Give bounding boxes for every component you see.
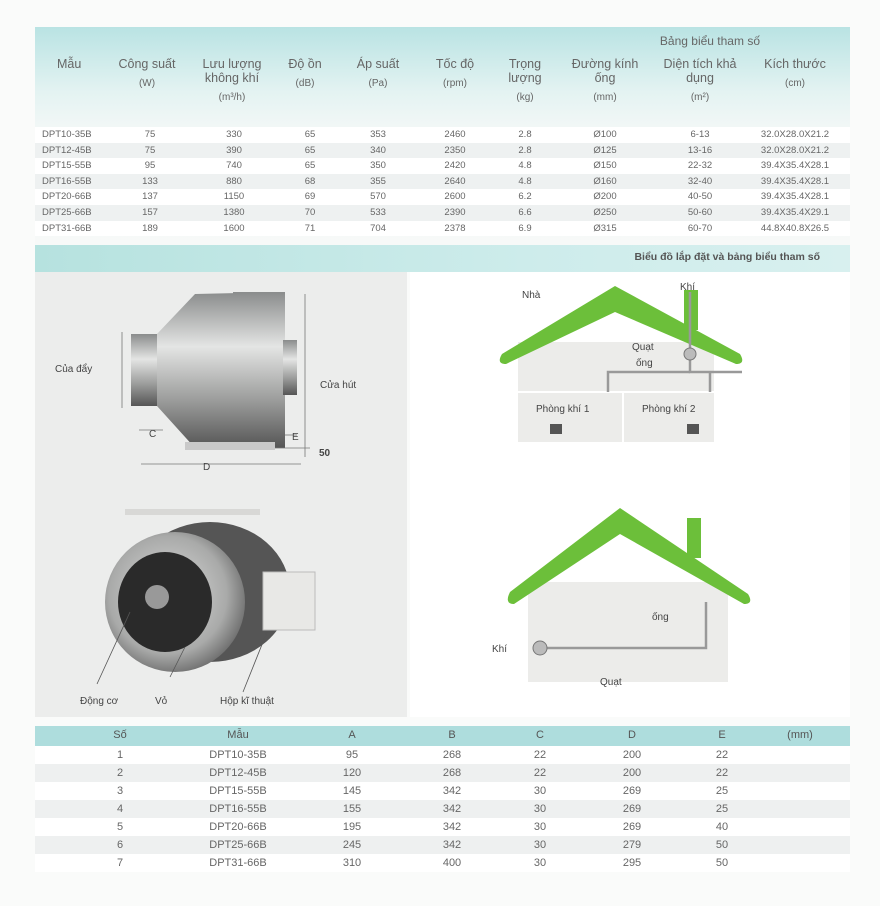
table-cell: 22: [715, 749, 729, 761]
dim-header: (mm): [787, 729, 813, 741]
spec-header-label: Trọng lượng: [508, 57, 542, 85]
table-cell: 533: [370, 206, 386, 218]
house-label: Nhà: [522, 290, 541, 301]
dim-header: A: [348, 729, 356, 741]
dim-header: D: [628, 729, 636, 741]
table-cell: 65: [304, 144, 316, 156]
table-cell: 30: [533, 821, 547, 833]
spec-table-body: [35, 127, 850, 236]
table-cell: 75: [144, 144, 156, 156]
table-cell: 342: [442, 839, 462, 851]
table-cell: 390: [226, 144, 242, 156]
section-title: Biểu đồ lắp đặt và bảng biểu tham số: [634, 251, 820, 263]
box-label: Hộp kĩ thuật: [220, 696, 274, 707]
dimension-table-body: [35, 746, 850, 872]
spec-header: [343, 57, 413, 91]
dim-header: B: [448, 729, 456, 741]
spec-header-label: Kích thước: [764, 57, 826, 71]
spec-header: [425, 57, 485, 91]
table-cell: 189: [142, 222, 158, 234]
table-cell: 40: [715, 821, 729, 833]
table-cell: 295: [622, 857, 642, 869]
table-cell: 50-60: [687, 206, 713, 218]
table-cell: DPT25-66B: [42, 206, 92, 218]
house2-duct-label: ống: [652, 612, 669, 623]
table-cell: 2.8: [518, 129, 532, 140]
dim-50-label: 50: [319, 448, 331, 459]
table-cell: 2.8: [518, 144, 532, 156]
fan-diagram-panel: [35, 272, 407, 717]
table-cell: 133: [142, 175, 158, 187]
table-cell: 69: [304, 191, 316, 203]
table-cell: 25: [715, 785, 729, 797]
table-cell: 137: [142, 191, 158, 203]
table-row: [35, 143, 850, 159]
table-cell: 75: [144, 129, 156, 140]
table-cell: 245: [342, 839, 362, 851]
table-cell: 65: [304, 129, 316, 140]
room1-label: Phòng khí 1: [536, 404, 590, 415]
dim-d-label: D: [203, 462, 211, 473]
spec-header: [750, 57, 840, 91]
table-cell: 2: [116, 767, 124, 779]
table-cell: 340: [370, 144, 386, 156]
spec-header-unit: (W): [138, 78, 156, 89]
table-cell: 342: [442, 821, 462, 833]
table-cell: 200: [622, 767, 642, 779]
table-cell: 195: [342, 821, 362, 833]
table-row: [35, 836, 850, 854]
table-cell: 2600: [444, 191, 466, 203]
dim-header: Số: [113, 729, 127, 741]
table-row: [35, 174, 850, 190]
table-row: [35, 221, 850, 237]
spec-header-label: Độ ồn: [288, 57, 322, 71]
table-cell: DPT31-66B: [42, 222, 92, 234]
table-cell: 2390: [444, 206, 466, 218]
table-cell: DPT10-35B: [209, 749, 267, 761]
table-cell: 355: [370, 175, 386, 187]
table-cell: 95: [144, 160, 156, 172]
table-cell: 39.4X35.4X28.1: [760, 160, 830, 172]
table-row: [35, 800, 850, 818]
table-cell: 22: [533, 749, 547, 761]
table-cell: Ø250: [593, 206, 617, 218]
table-cell: 157: [142, 206, 158, 218]
table-cell: 269: [622, 821, 642, 833]
table-cell: 30: [533, 803, 547, 815]
table-cell: 40-50: [687, 191, 713, 203]
table-cell: 3: [116, 785, 124, 797]
table-cell: 1: [116, 749, 124, 761]
table-cell: DPT10-35B: [42, 129, 92, 140]
table-cell: 200: [622, 749, 642, 761]
table-cell: 30: [533, 857, 547, 869]
spec-header-unit: (mm): [593, 92, 617, 103]
table-cell: 4.8: [518, 175, 532, 187]
table-cell: 2460: [444, 129, 466, 140]
table-cell: 25: [715, 803, 729, 815]
spec-header-label: Tốc độ: [435, 57, 475, 71]
table-cell: Ø125: [593, 144, 617, 156]
dim-e-label: E: [292, 432, 299, 443]
house-illustrations: [410, 272, 850, 717]
table-row: [35, 854, 850, 872]
spec-header-label: Lưu lượng không khí: [202, 57, 262, 85]
spec-table: [35, 27, 850, 245]
table-cell: 279: [622, 839, 642, 851]
table-cell: Ø150: [593, 160, 617, 172]
table-cell: Ø160: [593, 175, 617, 187]
table-cell: DPT16-55B: [209, 803, 267, 815]
inlet-label: Cửa hút: [320, 380, 357, 391]
table-row: [35, 746, 850, 764]
spec-header: [560, 57, 650, 105]
spec-header-label: Mẫu: [57, 57, 82, 71]
table-cell: 44.8X40.8X26.5: [760, 222, 830, 234]
dimension-table: [35, 726, 850, 872]
spec-header: [57, 57, 97, 77]
section-band: [35, 245, 850, 272]
table-cell: 1150: [223, 191, 245, 203]
table-cell: 70: [304, 206, 316, 218]
house1-duct-label: ống: [636, 358, 653, 369]
table-row: [35, 189, 850, 205]
table-cell: 2378: [444, 222, 466, 234]
table-cell: 155: [342, 803, 362, 815]
spec-header-unit: (kg): [516, 92, 534, 103]
table-row: [35, 158, 850, 174]
table-row: [35, 205, 850, 221]
spec-header-label: Công suất: [118, 57, 176, 71]
spec-header-unit: (cm): [785, 78, 805, 89]
spec-header-unit: (m³/h): [218, 92, 246, 103]
spec-header-unit: (rpm): [443, 78, 467, 89]
table-cell: 570: [370, 191, 386, 203]
shell-label: Vỏ: [155, 696, 168, 707]
table-row: [35, 818, 850, 836]
table-cell: 2350: [444, 144, 466, 156]
table-cell: 145: [342, 785, 362, 797]
table-cell: 68: [304, 175, 316, 187]
table-cell: 6.9: [518, 222, 532, 234]
table-cell: 32-40: [687, 175, 713, 187]
house1-fan-label: Quạt: [632, 342, 654, 353]
table-cell: 39.4X35.4X28.1: [760, 191, 830, 203]
table-cell: 32.0X28.0X21.2: [760, 144, 830, 156]
table-cell: 4.8: [518, 160, 532, 172]
outlet-label: Của đẩy: [55, 364, 93, 375]
table-cell: DPT15-55B: [42, 160, 92, 172]
dim-header: C: [536, 729, 544, 741]
table-cell: 71: [304, 222, 316, 234]
table-cell: Ø200: [593, 191, 617, 203]
table-cell: 330: [226, 129, 242, 140]
table-cell: 6.2: [518, 191, 532, 203]
table-cell: DPT12-45B: [42, 144, 92, 156]
house1-air-label: Khí: [680, 282, 696, 293]
table-cell: 310: [342, 857, 362, 869]
table-cell: 880: [226, 175, 242, 187]
table-cell: 2640: [444, 175, 466, 187]
spec-header: [112, 57, 182, 91]
table-cell: 268: [442, 767, 462, 779]
table-cell: 50: [715, 839, 729, 851]
table-cell: 6-13: [690, 129, 710, 140]
table-cell: 65: [304, 160, 316, 172]
table-cell: 22-32: [687, 160, 713, 172]
table-row: [35, 127, 850, 143]
table-cell: DPT16-55B: [42, 175, 92, 187]
dim-c-label: C: [149, 429, 157, 440]
house2-fan-label: Quạt: [600, 677, 622, 688]
table-cell: 342: [442, 803, 462, 815]
table-cell: 269: [622, 803, 642, 815]
table-cell: 4: [116, 803, 124, 815]
table-cell: 6: [116, 839, 124, 851]
table-cell: DPT31-66B: [209, 857, 267, 869]
table-cell: 39.4X35.4X28.1: [760, 175, 830, 187]
spec-header-label: Áp suất: [356, 57, 400, 71]
table-cell: Ø315: [593, 222, 617, 234]
spec-header-label: Đường kính ống: [571, 57, 639, 85]
spec-header-label: Diện tích khả dụng: [663, 57, 737, 85]
motor-label: Động cơ: [80, 696, 119, 707]
table-cell: 269: [622, 785, 642, 797]
spec-header: [280, 57, 330, 91]
table-cell: 39.4X35.4X29.1: [760, 206, 830, 218]
spec-header: [660, 57, 740, 105]
spec-header-unit: (Pa): [368, 78, 388, 89]
dimension-table-header: [35, 726, 850, 746]
table-cell: 6.6: [518, 206, 532, 218]
table-row: [35, 764, 850, 782]
table-cell: 268: [442, 749, 462, 761]
spec-table-title: Bảng biểu tham số: [659, 34, 760, 48]
table-cell: 342: [442, 785, 462, 797]
table-cell: 704: [370, 222, 386, 234]
table-cell: Ø100: [593, 129, 617, 140]
table-cell: 7: [116, 857, 124, 869]
spec-header: [495, 57, 555, 105]
installation-diagrams: [410, 272, 850, 717]
dim-header: Mẫu: [227, 729, 249, 741]
table-cell: DPT20-66B: [42, 191, 92, 203]
table-cell: DPT25-66B: [209, 839, 267, 851]
dim-header: E: [718, 729, 726, 741]
spec-header: [187, 57, 277, 105]
table-cell: DPT15-55B: [209, 785, 267, 797]
table-cell: 120: [342, 767, 362, 779]
spec-header-unit: (m²): [690, 92, 710, 103]
house2-air-label: Khí: [492, 644, 508, 655]
table-cell: 50: [715, 857, 729, 869]
fan-illustration: [35, 272, 407, 717]
table-row: [35, 782, 850, 800]
table-cell: 22: [715, 767, 729, 779]
table-cell: DPT20-66B: [209, 821, 267, 833]
table-cell: 353: [370, 129, 386, 140]
table-cell: 1600: [223, 222, 245, 234]
table-cell: 60-70: [687, 222, 713, 234]
table-cell: 22: [533, 767, 547, 779]
room2-label: Phòng khí 2: [642, 404, 696, 415]
table-cell: 30: [533, 785, 547, 797]
table-cell: 400: [442, 857, 462, 869]
table-cell: 13-16: [687, 144, 713, 156]
table-cell: DPT12-45B: [209, 767, 267, 779]
spec-header-unit: (dB): [295, 78, 315, 89]
table-cell: 30: [533, 839, 547, 851]
table-cell: 740: [226, 160, 242, 172]
table-cell: 1380: [223, 206, 245, 218]
table-cell: 5: [116, 821, 124, 833]
table-cell: 2420: [444, 160, 466, 172]
table-cell: 32.0X28.0X21.2: [760, 129, 830, 140]
table-cell: 350: [370, 160, 386, 172]
table-cell: 95: [345, 749, 359, 761]
